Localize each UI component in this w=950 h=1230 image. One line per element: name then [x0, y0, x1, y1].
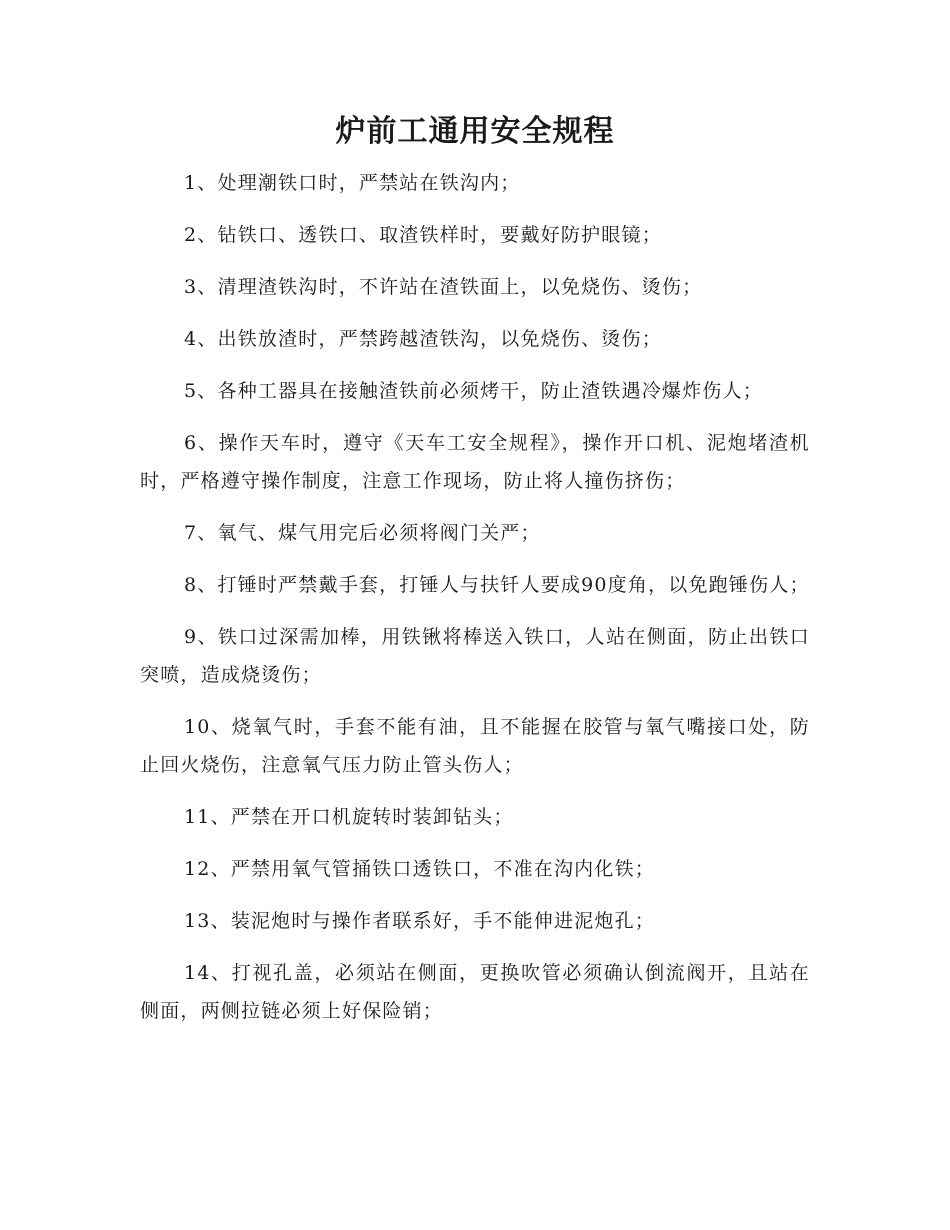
rule-item-6: 6、操作天车时，遵守《天车工安全规程》，操作开口机、泥炮堵渣机时，严格遵守操作制度，注意工作现场，防止将人撞伤挤伤； — [140, 432, 810, 492]
rule-item-14: 14、打视孔盖，必须站在侧面，更换吹管必须确认倒流阀开，且站在侧面，两侧拉链必须上好保险销； — [140, 962, 810, 1022]
rule-item-5: 5、各种工器具在接触渣铁前必须烤干，防止渣铁遇冷爆炸伤人； — [184, 380, 763, 402]
rule-item-4: 4、出铁放渣时，严禁跨越渣铁沟，以免烧伤、烫伤； — [184, 328, 662, 350]
rule-item-12: 12、严禁用氧气管捅铁口透铁口，不准在沟内化铁； — [184, 858, 655, 880]
rule-item-7: 7、氧气、煤气用完后必须将阀门关严； — [184, 522, 541, 544]
rule-item-3: 3、清理渣铁沟时，不许站在渣铁面上，以免烧伤、烫伤； — [184, 276, 703, 298]
rule-item-9: 9、铁口过深需加棒，用铁锹将棒送入铁口，人站在侧面，防止出铁口突喷，造成烧烫伤； — [140, 626, 810, 686]
rule-item-13: 13、装泥炮时与操作者联系好，手不能伸进泥炮孔； — [184, 910, 655, 932]
rule-item-2: 2、钻铁口、透铁口、取渣铁样时，要戴好防护眼镜； — [184, 224, 662, 246]
rule-item-8: 8、打锤时严禁戴手套，打锤人与扶钎人要成90度角，以免跑锤伤人； — [184, 574, 810, 596]
rule-item-1: 1、处理潮铁口时，严禁站在铁沟内； — [184, 172, 521, 194]
document-title: 炉前工通用安全规程 — [335, 114, 615, 149]
rule-item-11: 11、严禁在开口机旋转时装卸钻头； — [184, 806, 514, 828]
document-body — [140, 164, 810, 1044]
rule-item-10: 10、烧氧气时，手套不能有油，且不能握在胶管与氧气嘴接口处，防止回火烧伤，注意氧气压力防止管头伤人； — [140, 716, 810, 776]
